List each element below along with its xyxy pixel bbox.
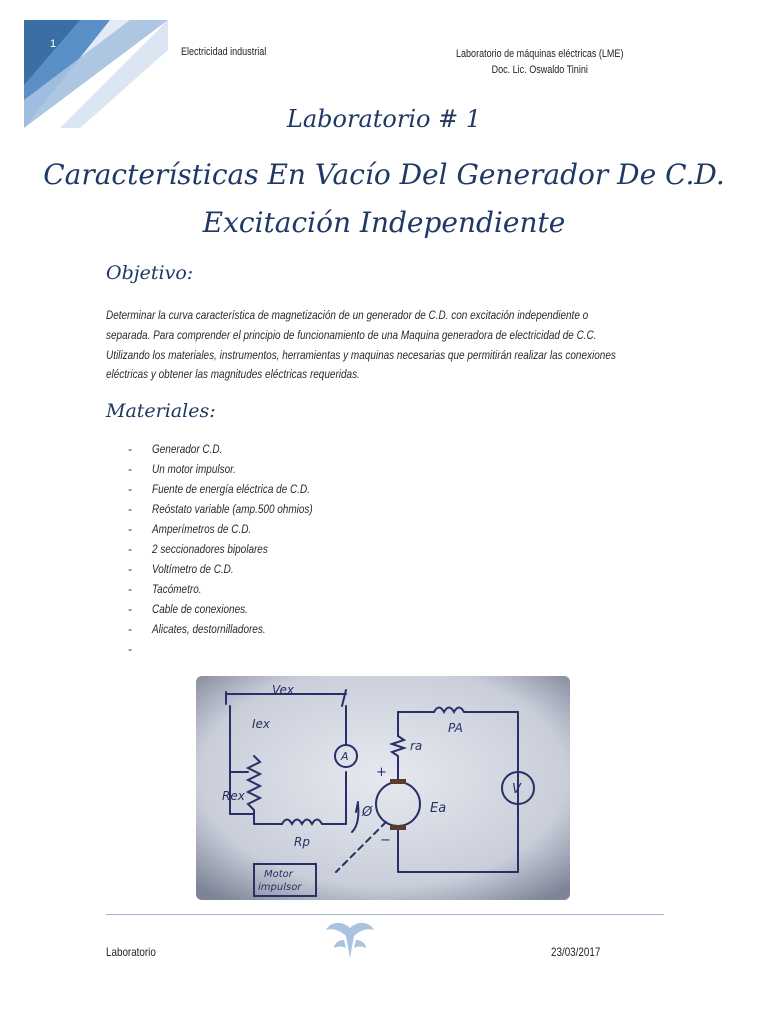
label-voltmeter: V	[512, 782, 521, 797]
label-rex: Rex	[222, 789, 245, 803]
lab-number-title: Laboratorio # 1	[286, 105, 482, 133]
label-vex: Vex	[272, 683, 294, 697]
objective-line: Determinar la curva característica de magnetización de un generador de C.D. con excitación independiente o	[106, 309, 589, 322]
label-ea: Ea	[430, 801, 447, 816]
main-title: Características En Vacío Del Generador De C.D.	[43, 158, 725, 191]
header-lab-name: Laboratorio de máquinas eléctricas (LME)	[456, 48, 624, 60]
brush-bottom	[390, 825, 406, 830]
objective-heading: Objetivo:	[106, 262, 194, 284]
label-rp: Rp	[294, 835, 310, 849]
objective-line: separada. Para comprender el principio de funcionamiento de una Maquina generadora de electricidad de C.C.	[106, 328, 597, 342]
label-iex: Iex	[252, 717, 271, 731]
header-lab-info	[456, 46, 623, 78]
header-teacher: Doc. Lic. Oswaldo Tinini	[491, 64, 588, 76]
page-number: 1	[50, 38, 57, 50]
brush-top	[390, 779, 406, 784]
objective-line: eléctricas y obtener las magnitudes eléctricas requeridas.	[106, 368, 360, 382]
objective-paragraph	[106, 306, 674, 385]
label-ra: ra	[410, 739, 423, 753]
objective-line: Utilizando los materiales, instrumentos, herramientas y maquinas necesarias que permitirán realizar las conexiones	[106, 348, 616, 362]
footer-date: 23/03/2017	[551, 946, 601, 959]
label-plus: +	[376, 765, 387, 780]
label-ammeter: A	[341, 750, 349, 763]
footer-divider	[106, 914, 664, 915]
footer-ornament-icon	[324, 918, 376, 962]
subtitle: Excitación Independiente	[202, 206, 566, 239]
materials-heading: Materiales:	[106, 400, 216, 422]
header-course: Electricidad industrial	[181, 46, 267, 58]
circuit-diagram-photo	[196, 676, 570, 900]
label-motor: Motor	[264, 869, 293, 880]
label-pa: PA	[448, 721, 463, 735]
footer-label: Laboratorio	[106, 946, 156, 959]
label-impulsor: impulsor	[258, 882, 302, 893]
label-phi: Ø	[362, 805, 373, 820]
label-minus: −	[380, 833, 391, 848]
